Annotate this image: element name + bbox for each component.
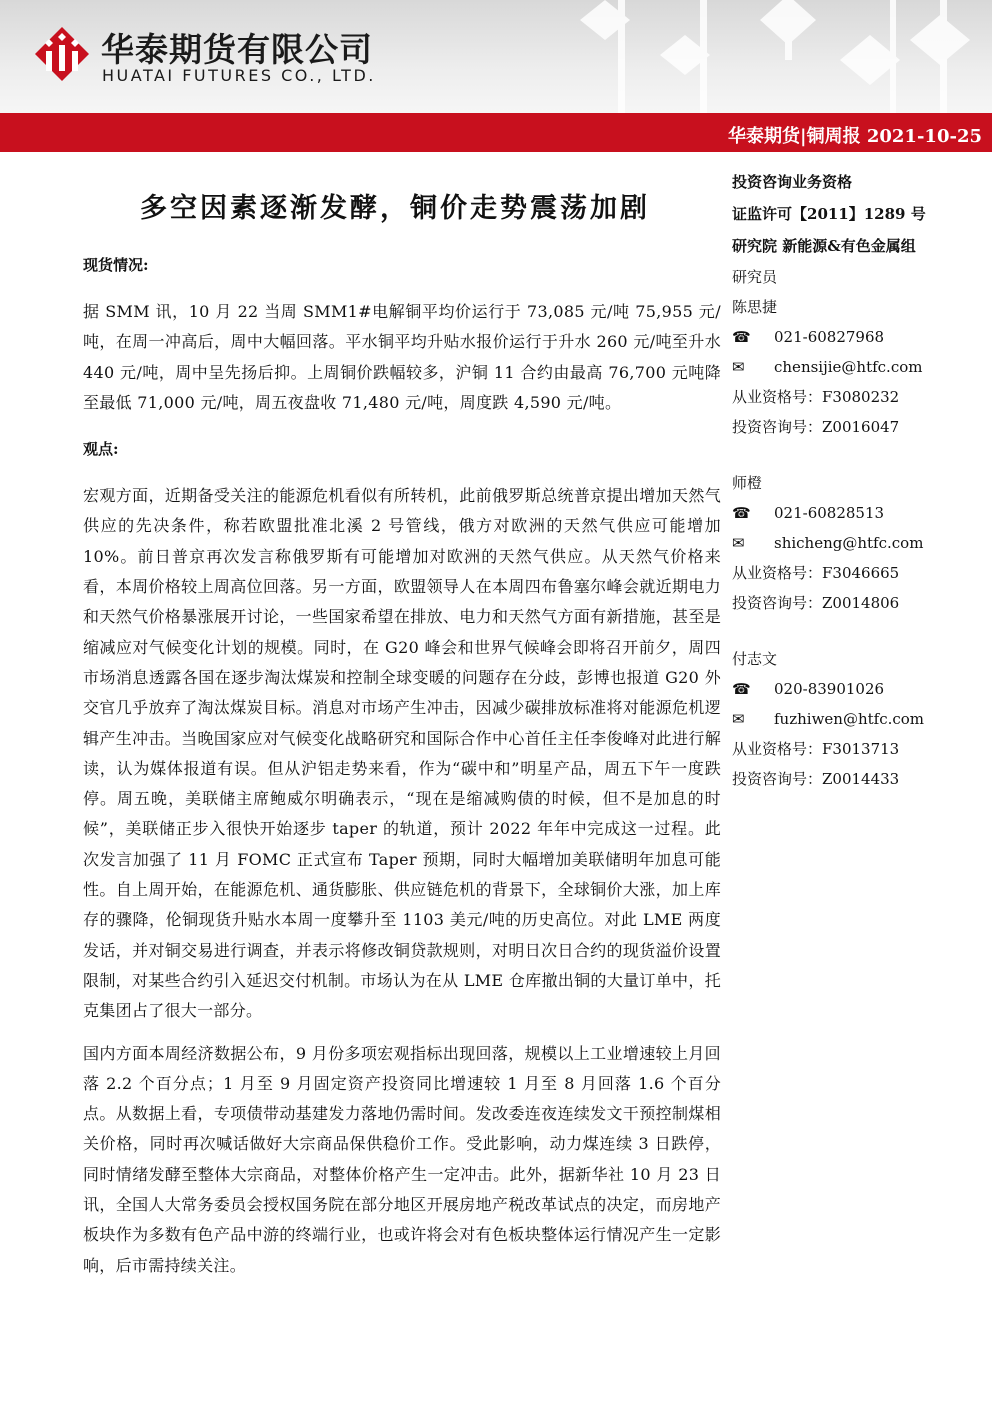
header-band [0, 0, 992, 113]
paragraph-spot: 据 SMM 讯，10 月 22 当周 SMM1#电解铜平均价运行于 73,085 元/吨 75,955 元/吨，在周一冲高后，周中大幅回落。平水铜平均升贴水报价运行于升水 260 元/吨至升水 440 元/吨，周中呈先扬后抑。上周铜价跌幅较多，沪铜 11 合约由最高 76,700 元吨降至最低 71,000 元/吨，周五夜盘收 71,480 元/吨，周度跌 4,590 元/吨。 [83, 302, 721, 412]
paragraph-macro: 宏观方面，近期备受关注的能源危机看似有所转机，此前俄罗斯总统普京提出增加天然气供应的先决条件，称若欧盟批准北溪 2 号管线，俄方对欧洲的天然气供应可能增加 10%。前日普京再次发言称俄罗斯有可能增加对欧洲的天然气供应。从天然气价格来看，本周价格较上周高位回落。另一方面，欧盟领导人在本周四布鲁塞尔峰会就近期电力和天然气价格暴涨展开讨论，一些国家希望在排放、电力和天然气方面有新措施，甚至是缩减应对气候变化计划的规模。同时，在 G20 峰会和世界气候峰会即将召开前夕，周四市场消息透露各国在逐步淘汰煤炭和控制全球变暖的问题存在分歧，彭博也报道 G20 外交官几乎放弃了淘汰煤炭目标。消息对市场产生冲击，因减少碳排放标准将对能源危机逻辑产生冲击。当晚国家应对气候变化战略研究和国际合作中心首任主任李俊峰对此进行解读，认为媒体报道有误。但从沪铝走势来看，作为“碳中和”明星产品，周五下午一度跌停。周五晚，美联储主席鲍威尔明确表示，“现在是缩减购债的时候，但不是加息的时候”，美联储正步入很快开始逐步 taper 的轨道，预计 2022 年年中完成这一过程。此次发言加强了 11 月 FOMC 正式宣布 Taper 预期，同时大幅增加美联储明年加息可能性。自上周开始，在能源危机、通货膨胀、供应链危机的背景下，全球铜价大涨，加上库存的骤降，伦铜现货升贴水本周一度攀升至 1103 美元/吨的历史高位。对此 LME 两度发话，并对铜交易进行调查，并表示将修改铜贷款规则，对明日次日合约的现货溢价设置限制，对某些合约引入延迟交付机制。市场认为在从 LME 仓库撤出铜的大量订单中，托克集团占了很大一部分。 [83, 486, 721, 1021]
section-heading-spot: 现货情况: [83, 256, 149, 274]
phone-number: 020-83901026 [774, 680, 885, 698]
document-title: 多空因素逐渐发酵，铜价走势震荡加剧 [140, 193, 650, 224]
consult-number: 投资咨询号：Z0016047 [732, 418, 900, 436]
huatai-logo-icon [33, 25, 91, 83]
qualification-number: 从业资格号：F3080232 [732, 388, 900, 406]
email-row [732, 704, 982, 734]
envelope-icon: ✉ [732, 534, 745, 552]
analyst-card [732, 292, 982, 442]
analyst-sidebar [732, 166, 982, 794]
report-tag: 华泰期货|铜周报 2021-10-25 [728, 126, 982, 147]
header-decoration [560, 0, 992, 113]
company-name-en: HUATAI FUTURES CO., LTD. [102, 66, 376, 85]
license-number: 证监许可【2011】1289 号 [732, 205, 926, 223]
company-name-cn: 华泰期货有限公司 [101, 30, 373, 69]
paragraph-domestic: 国内方面本周经济数据公布，9 月份多项宏观指标出现回落，规模以上工业增速较上月回落 2.2 个百分点；1 月至 9 月固定资产投资同比增速较 1 月至 8 月回落 1.6 个百分点。从数据上看，专项债带动基建发力落地仍需时间。发改委连夜连续发文干预控制煤相关价格，同时再次喊话做好大宗商品保供稳价工作。受此影响，动力煤连续 3 日跌停，同时情绪发酵至整体大宗商品，对整体价格产生一定冲击。此外，据新华社 10 月 23 日讯，全国人大常务委员会授权国务院在部分地区开展房地产税改革试点的决定，而房地产板块作为多数有色产品中游的终端行业，也或许将会对有色板块整体运行情况产生一定影响，后市需持续关注。 [83, 1043, 721, 1275]
phone-icon: ☎ [732, 680, 751, 698]
phone-icon: ☎ [732, 328, 751, 346]
phone-number: 021-60828513 [774, 504, 885, 522]
analyst-card [732, 644, 982, 794]
envelope-icon: ✉ [732, 710, 745, 728]
qualification-number: 从业资格号：F3013713 [732, 740, 900, 758]
section-heading-view: 观点: [83, 440, 119, 459]
main-content [83, 250, 721, 1281]
envelope-icon: ✉ [732, 358, 745, 376]
consult-number: 投资咨询号：Z0014433 [732, 770, 900, 788]
institute-group: 研究院 新能源&有色金属组 [732, 237, 916, 255]
role-label: 研究员 [732, 268, 778, 286]
analyst-name: 陈思捷 [732, 298, 778, 316]
analyst-card [732, 468, 982, 618]
phone-number: 021-60827968 [774, 328, 885, 346]
analyst-name: 付志文 [732, 650, 778, 668]
email-address[interactable]: shicheng@htfc.com [774, 534, 924, 552]
qualification-number: 从业资格号：F3046665 [732, 564, 900, 582]
email-row [732, 352, 982, 382]
email-address[interactable]: chensijie@htfc.com [774, 358, 923, 376]
phone-row [732, 498, 982, 528]
consult-number: 投资咨询号：Z0014806 [732, 594, 900, 612]
phone-row [732, 674, 982, 704]
phone-row [732, 322, 982, 352]
analyst-name: 师橙 [732, 474, 763, 492]
email-address[interactable]: fuzhiwen@htfc.com [774, 710, 925, 728]
phone-icon: ☎ [732, 504, 751, 522]
qualification-label: 投资咨询业务资格 [732, 173, 853, 191]
email-row [732, 528, 982, 558]
